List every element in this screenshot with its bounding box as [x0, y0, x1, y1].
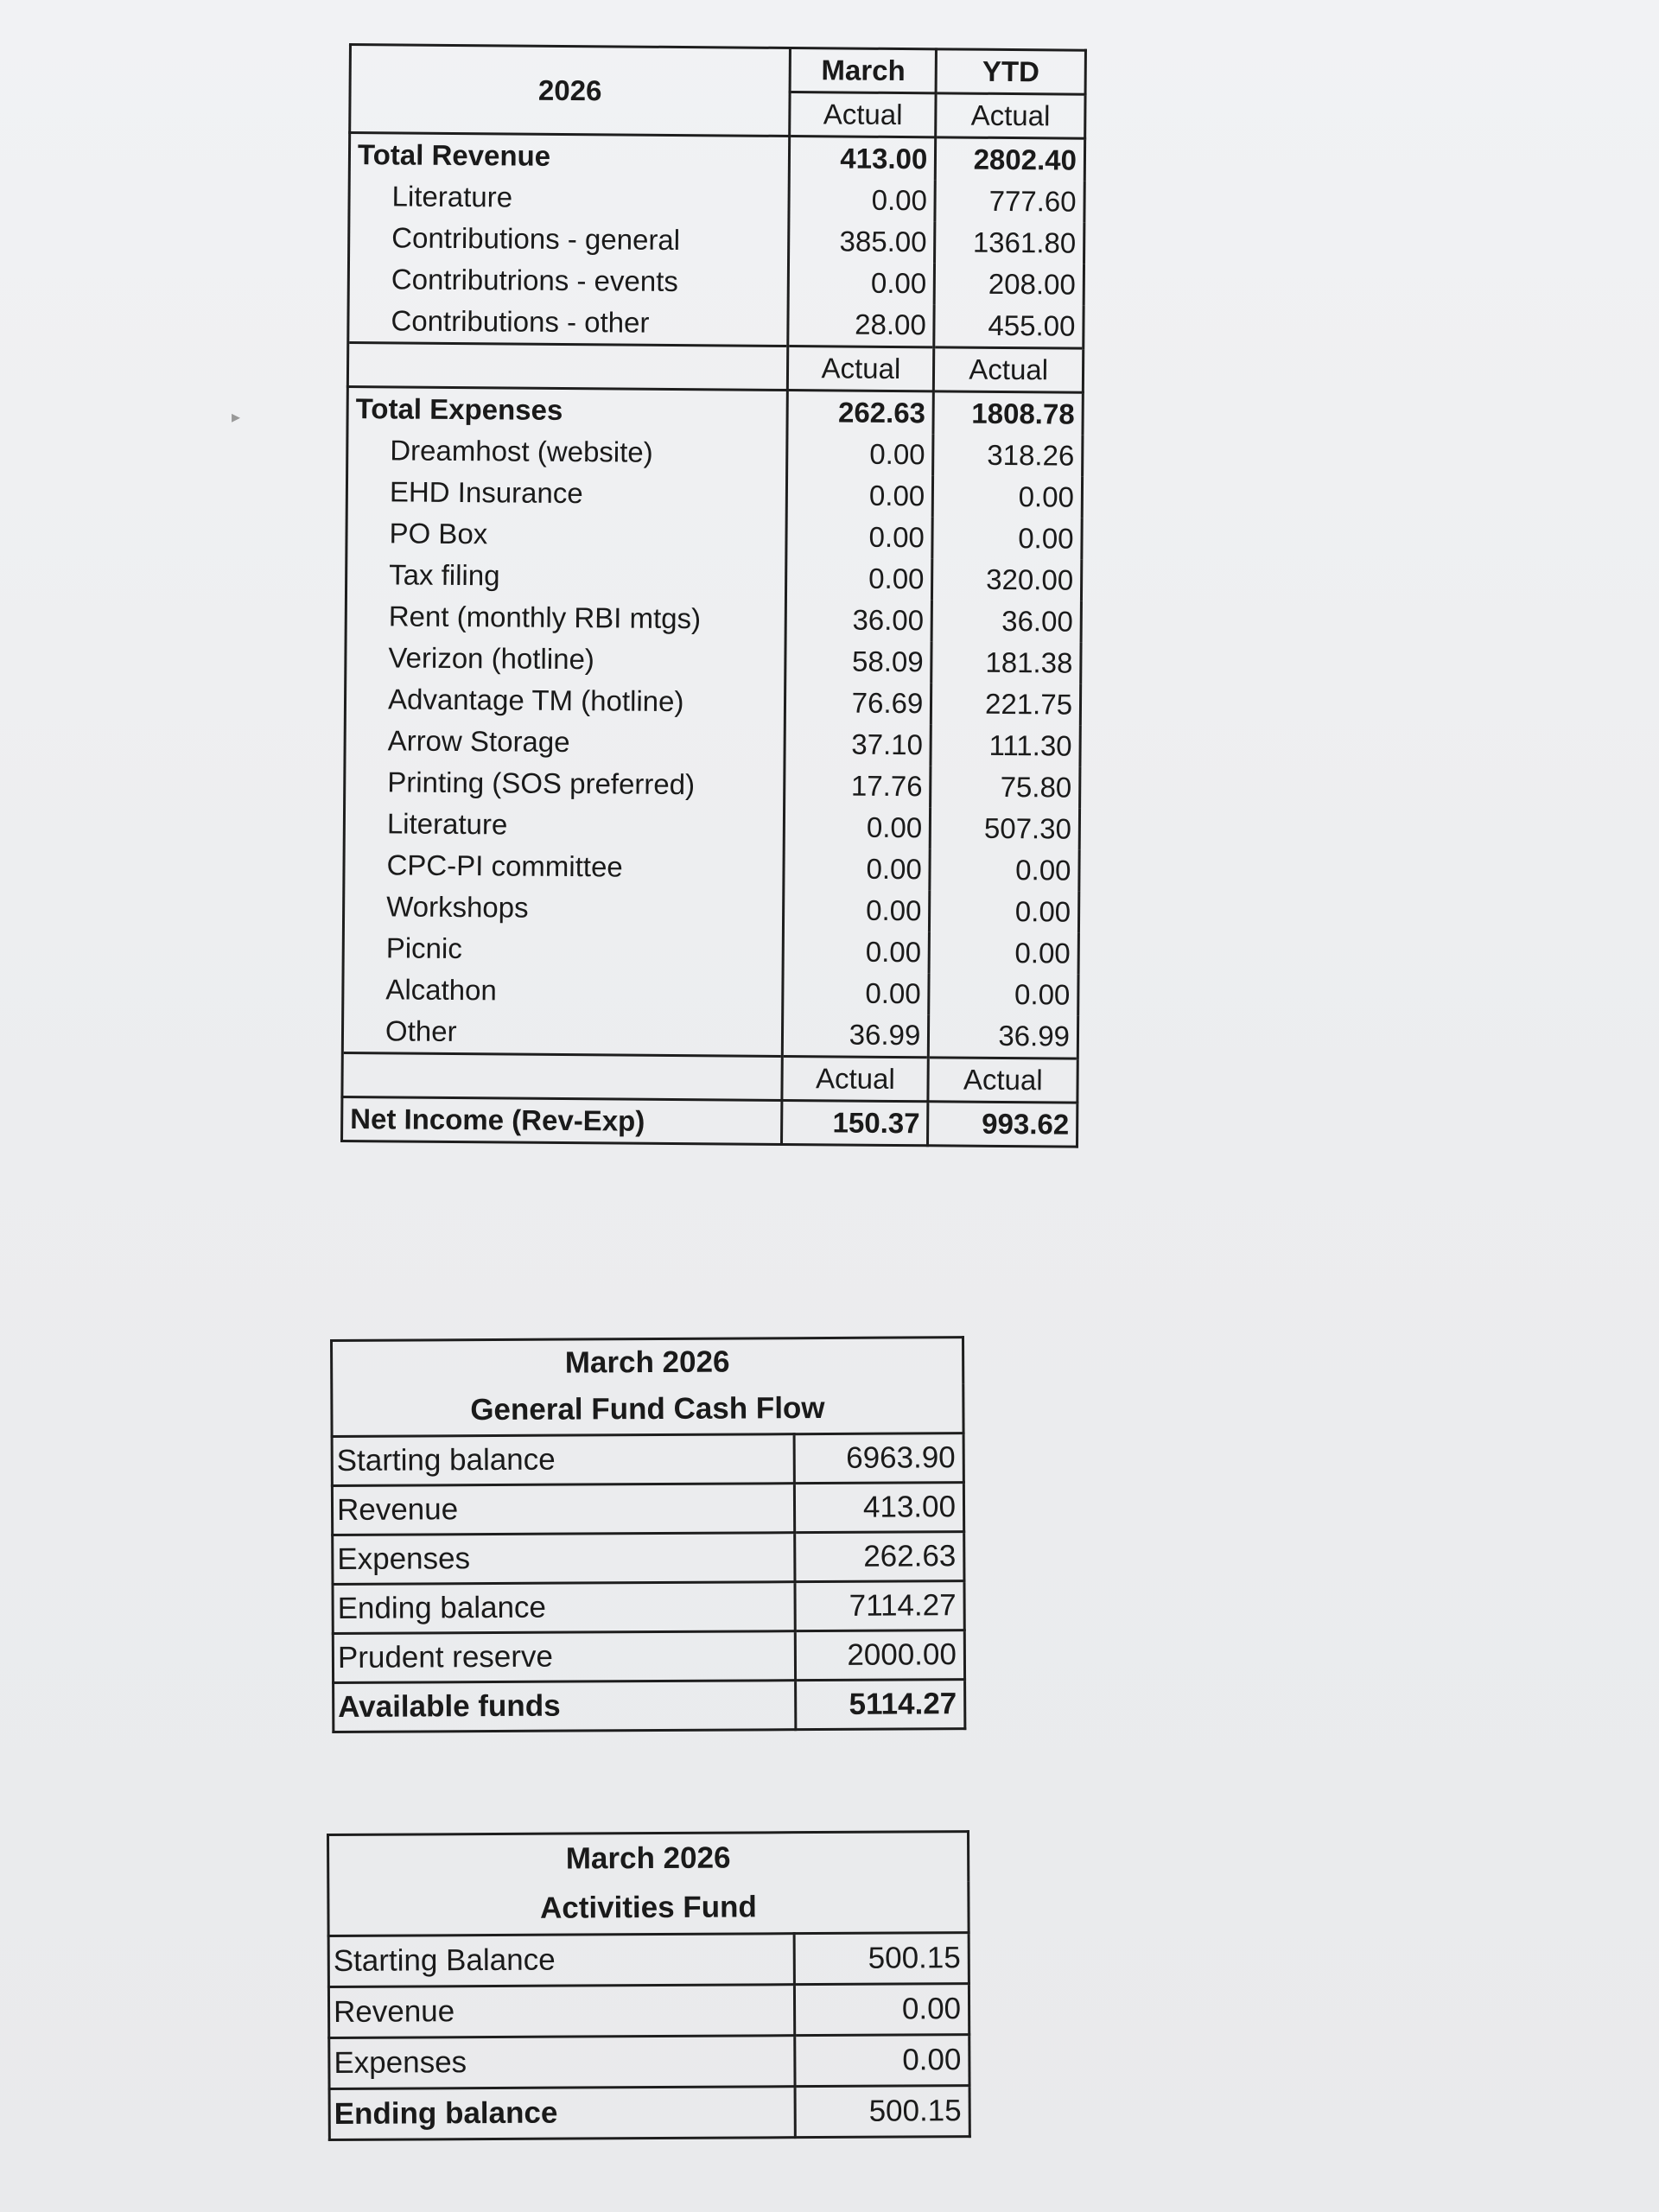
expense-item-label: Picnic [343, 927, 784, 972]
revenue-item-ytd: 208.00 [934, 263, 1084, 305]
total-revenue-label: Total Revenue [349, 133, 790, 179]
ytd-actual-subheader: Actual [934, 347, 1084, 392]
activities-row [329, 2086, 969, 2140]
cash-flow-value: 2000.00 [795, 1630, 964, 1681]
revenue-row [348, 300, 1084, 348]
revenue-item-label: Contributions - general [349, 217, 790, 262]
cash-flow-value: 5114.27 [796, 1680, 965, 1730]
expense-row [343, 927, 1078, 975]
spacer-cell [342, 1052, 783, 1100]
cash-flow-row [332, 1483, 963, 1535]
revenue-item-label: Literature [349, 175, 790, 220]
expense-item-label: Dreamhost (website) [347, 429, 788, 474]
cash-flow-row [333, 1532, 964, 1585]
revenue-row [349, 217, 1084, 264]
activities-fund-table [327, 1830, 971, 2141]
expense-row [343, 886, 1078, 933]
total-revenue-march: 413.00 [790, 137, 936, 181]
revenue-item-march: 28.00 [788, 303, 934, 347]
expense-row [346, 554, 1081, 601]
general-fund-title-line2: General Fund Cash Flow [332, 1383, 963, 1436]
activities-value: 500.15 [795, 2086, 969, 2138]
revenue-item-march: 0.00 [788, 262, 934, 304]
expense-item-ytd: 36.99 [929, 1014, 1078, 1058]
net-income-ytd: 993.62 [928, 1102, 1077, 1147]
activities-label: Expenses [329, 2036, 795, 2089]
revenue-item-label: Contributrions - events [348, 258, 789, 303]
expense-item-march: 0.00 [786, 557, 932, 600]
activities-label: Starting Balance [328, 1934, 794, 1987]
expense-item-march: 0.00 [785, 806, 931, 849]
expense-row [345, 720, 1080, 767]
expense-item-march: 37.10 [785, 723, 931, 766]
revenue-item-ytd: 1361.80 [935, 221, 1084, 264]
net-income-row [342, 1096, 1077, 1147]
activities-row [328, 1984, 969, 2038]
expense-item-label: Workshops [343, 886, 784, 931]
total-expenses-row [347, 386, 1083, 435]
expense-row [342, 1010, 1077, 1058]
cash-flow-row [333, 1630, 964, 1683]
expense-item-march: 0.00 [784, 848, 930, 890]
cash-flow-label: Prudent reserve [333, 1631, 795, 1683]
expense-item-label: Advantage TM (hotline) [345, 678, 785, 723]
expense-item-label: EHD Insurance [346, 471, 787, 516]
expense-item-label: Tax filing [346, 554, 786, 599]
expense-item-ytd: 0.00 [932, 517, 1082, 559]
expense-item-ytd: 181.38 [931, 641, 1081, 683]
expense-item-ytd: 75.80 [931, 766, 1080, 808]
march-header: March [790, 48, 936, 93]
expense-item-ytd: 320.00 [932, 558, 1082, 601]
expense-item-label: PO Box [346, 512, 787, 557]
expense-item-march: 0.00 [783, 931, 929, 973]
activities-value: 0.00 [794, 1984, 969, 2036]
expense-item-ytd: 111.30 [931, 724, 1080, 766]
revenue-item-march: 385.00 [789, 220, 935, 263]
expense-item-label: Verizon (hotline) [346, 637, 786, 682]
expense-row [346, 471, 1082, 518]
year-header: 2026 [350, 45, 791, 137]
ytd-actual-header: Actual [936, 93, 1085, 138]
expense-item-march: 36.99 [783, 1014, 929, 1058]
cash-flow-value: 7114.27 [795, 1581, 964, 1631]
revenue-row [348, 258, 1084, 306]
expense-row [344, 803, 1079, 850]
activities-fund-title-line1: March 2026 [328, 1832, 969, 1885]
total-expenses-march: 262.63 [787, 390, 933, 434]
march-actual-subheader: Actual [782, 1056, 928, 1101]
total-expenses-label: Total Expenses [347, 386, 788, 432]
expense-item-label: Printing (SOS preferred) [345, 761, 785, 806]
cash-flow-value: 262.63 [795, 1532, 964, 1582]
activities-label: Revenue [328, 1985, 794, 2038]
cash-flow-label: Available funds [334, 1681, 796, 1732]
cash-flow-row [333, 1581, 964, 1634]
expense-item-label: Other [342, 1010, 783, 1056]
expense-item-ytd: 0.00 [929, 973, 1078, 1015]
expense-row [343, 969, 1078, 1016]
total-revenue-row [349, 133, 1084, 181]
total-expenses-ytd: 1808.78 [933, 391, 1083, 435]
march-actual-subheader: Actual [788, 346, 934, 391]
expense-item-march: 0.00 [787, 474, 933, 517]
cash-flow-label: Ending balance [333, 1582, 795, 1634]
cash-flow-row [334, 1680, 965, 1732]
activities-value: 500.15 [794, 1933, 969, 1985]
expense-item-march: 58.09 [785, 640, 931, 683]
expense-row [345, 678, 1080, 726]
spacer-cell [347, 343, 788, 391]
expense-row [345, 761, 1080, 809]
expense-item-march: 0.00 [783, 972, 929, 1014]
expense-item-label: Literature [344, 803, 785, 848]
revenue-item-ytd: 455.00 [934, 304, 1084, 348]
activities-row [329, 2035, 969, 2089]
expense-item-march: 17.76 [785, 765, 931, 807]
expense-row [346, 637, 1081, 684]
expense-item-ytd: 0.00 [933, 475, 1083, 518]
revenue-item-ytd: 777.60 [935, 180, 1084, 222]
cash-flow-label: Revenue [332, 1484, 794, 1535]
expense-item-march: 0.00 [787, 433, 933, 475]
income-statement-table [340, 43, 1087, 1148]
net-income-march: 150.37 [782, 1100, 928, 1145]
activities-label: Ending balance [329, 2087, 795, 2140]
revenue-item-march: 0.00 [789, 179, 935, 221]
activities-fund-title-line2: Activities Fund [328, 1881, 969, 1936]
revenue-item-label: Contributions - other [348, 300, 789, 346]
cursor-mark: ▸ [232, 408, 241, 427]
cash-flow-label: Starting balance [332, 1434, 794, 1486]
expense-item-ytd: 507.30 [931, 807, 1080, 849]
expense-row [344, 844, 1079, 892]
general-fund-title-line1: March 2026 [332, 1338, 963, 1387]
expense-item-march: 36.00 [785, 599, 931, 641]
expense-item-march: 0.00 [784, 889, 930, 931]
expense-item-label: CPC-PI committee [344, 844, 785, 889]
expense-item-label: Rent (monthly RBI mtgs) [346, 595, 786, 640]
expense-item-ytd: 0.00 [930, 890, 1079, 932]
cash-flow-label: Expenses [333, 1533, 795, 1585]
net-income-label: Net Income (Rev-Exp) [342, 1096, 783, 1144]
expense-item-march: 0.00 [786, 516, 932, 558]
total-revenue-ytd: 2802.40 [936, 137, 1085, 181]
expense-item-march: 76.69 [785, 682, 931, 724]
activities-row [328, 1933, 969, 1987]
activities-value: 0.00 [795, 2035, 969, 2087]
march-actual-header: Actual [790, 92, 936, 137]
cash-flow-value: 6963.90 [794, 1433, 963, 1484]
cash-flow-value: 413.00 [794, 1483, 963, 1533]
expense-row [346, 512, 1082, 560]
expense-item-ytd: 0.00 [929, 931, 1078, 974]
expense-item-ytd: 318.26 [933, 434, 1083, 476]
revenue-row [349, 175, 1084, 223]
expense-item-ytd: 221.75 [931, 683, 1081, 725]
expense-item-label: Arrow Storage [345, 720, 785, 765]
expense-row [347, 429, 1083, 477]
ytd-actual-subheader: Actual [928, 1058, 1077, 1103]
expense-item-label: Alcathon [343, 969, 784, 1014]
expense-item-ytd: 0.00 [930, 849, 1079, 891]
expense-item-ytd: 36.00 [931, 600, 1081, 642]
general-fund-cash-flow-table [330, 1336, 966, 1733]
expense-row [346, 595, 1081, 643]
cash-flow-row [332, 1433, 963, 1486]
ytd-header: YTD [936, 49, 1085, 94]
